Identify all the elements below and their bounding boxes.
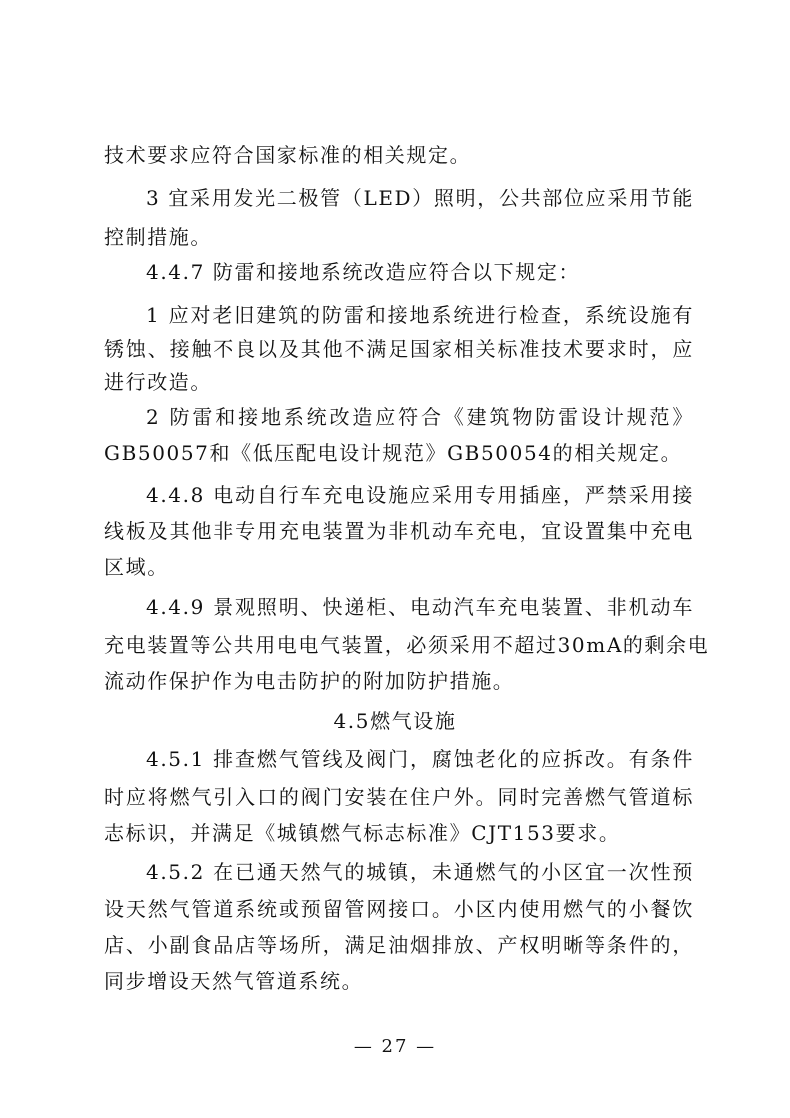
text-line: 3 宜采用发光二极管（LED）照明，公共部位应采用节能 bbox=[146, 186, 694, 210]
text-line: 时应将燃气引入口的阀门安装在住户外。同时完善燃气管道标 bbox=[104, 785, 694, 809]
text-line: 区域。 bbox=[104, 555, 169, 579]
page-number: — 27 — bbox=[353, 1036, 437, 1057]
text-line: 2 防雷和接地系统改造应符合《建筑物防雷设计规范》 bbox=[146, 405, 694, 429]
text-line: 志标识，并满足《城镇燃气标志标准》CJT153要求。 bbox=[104, 821, 621, 845]
text-line: 设天然气管道系统或预留管网接口。小区内使用燃气的小餐饮 bbox=[104, 897, 694, 921]
text-line: 1 应对老旧建筑的防雷和接地系统进行检查，系统设施有 bbox=[146, 303, 694, 327]
section-title: 4.5燃气设施 bbox=[333, 709, 457, 733]
text-line: 同步增设天然气管道系统。 bbox=[104, 969, 364, 993]
section-heading: 4.5.2 在已通天然气的城镇，未通燃气的小区宜一次性预 bbox=[146, 860, 694, 884]
text-line: GB50057和《低压配电设计规范》GB50054的相关规定。 bbox=[104, 441, 683, 465]
text-line: 控制措施。 bbox=[104, 225, 212, 249]
text-line: 进行改造。 bbox=[104, 370, 212, 394]
section-heading: 4.4.7 防雷和接地系统改造应符合以下规定： bbox=[146, 260, 581, 284]
text-line: 店、小副食品店等场所，满足油烟排放、产权明晰等条件的， bbox=[104, 933, 694, 957]
section-heading: 4.5.1 排查燃气管线及阀门，腐蚀老化的应拆改。有条件 bbox=[146, 747, 694, 771]
section-heading: 4.4.8 电动自行车充电设施应采用专用插座，严禁采用接 bbox=[146, 483, 694, 507]
text-line: 技术要求应符合国家标准的相关规定。 bbox=[104, 143, 472, 167]
text-line: 充电装置等公共用电电气装置，必须采用不超过30mA的剩余电 bbox=[104, 633, 710, 657]
section-heading: 4.4.9 景观照明、快递柜、电动汽车充电装置、非机动车 bbox=[146, 595, 694, 619]
text-line: 流动作保护作为电击防护的附加防护措施。 bbox=[104, 669, 515, 693]
text-line: 锈蚀、接触不良以及其他不满足国家相关标准技术要求时，应 bbox=[104, 337, 694, 361]
text-line: 线板及其他非专用充电装置为非机动车充电，宜设置集中充电 bbox=[104, 519, 694, 543]
